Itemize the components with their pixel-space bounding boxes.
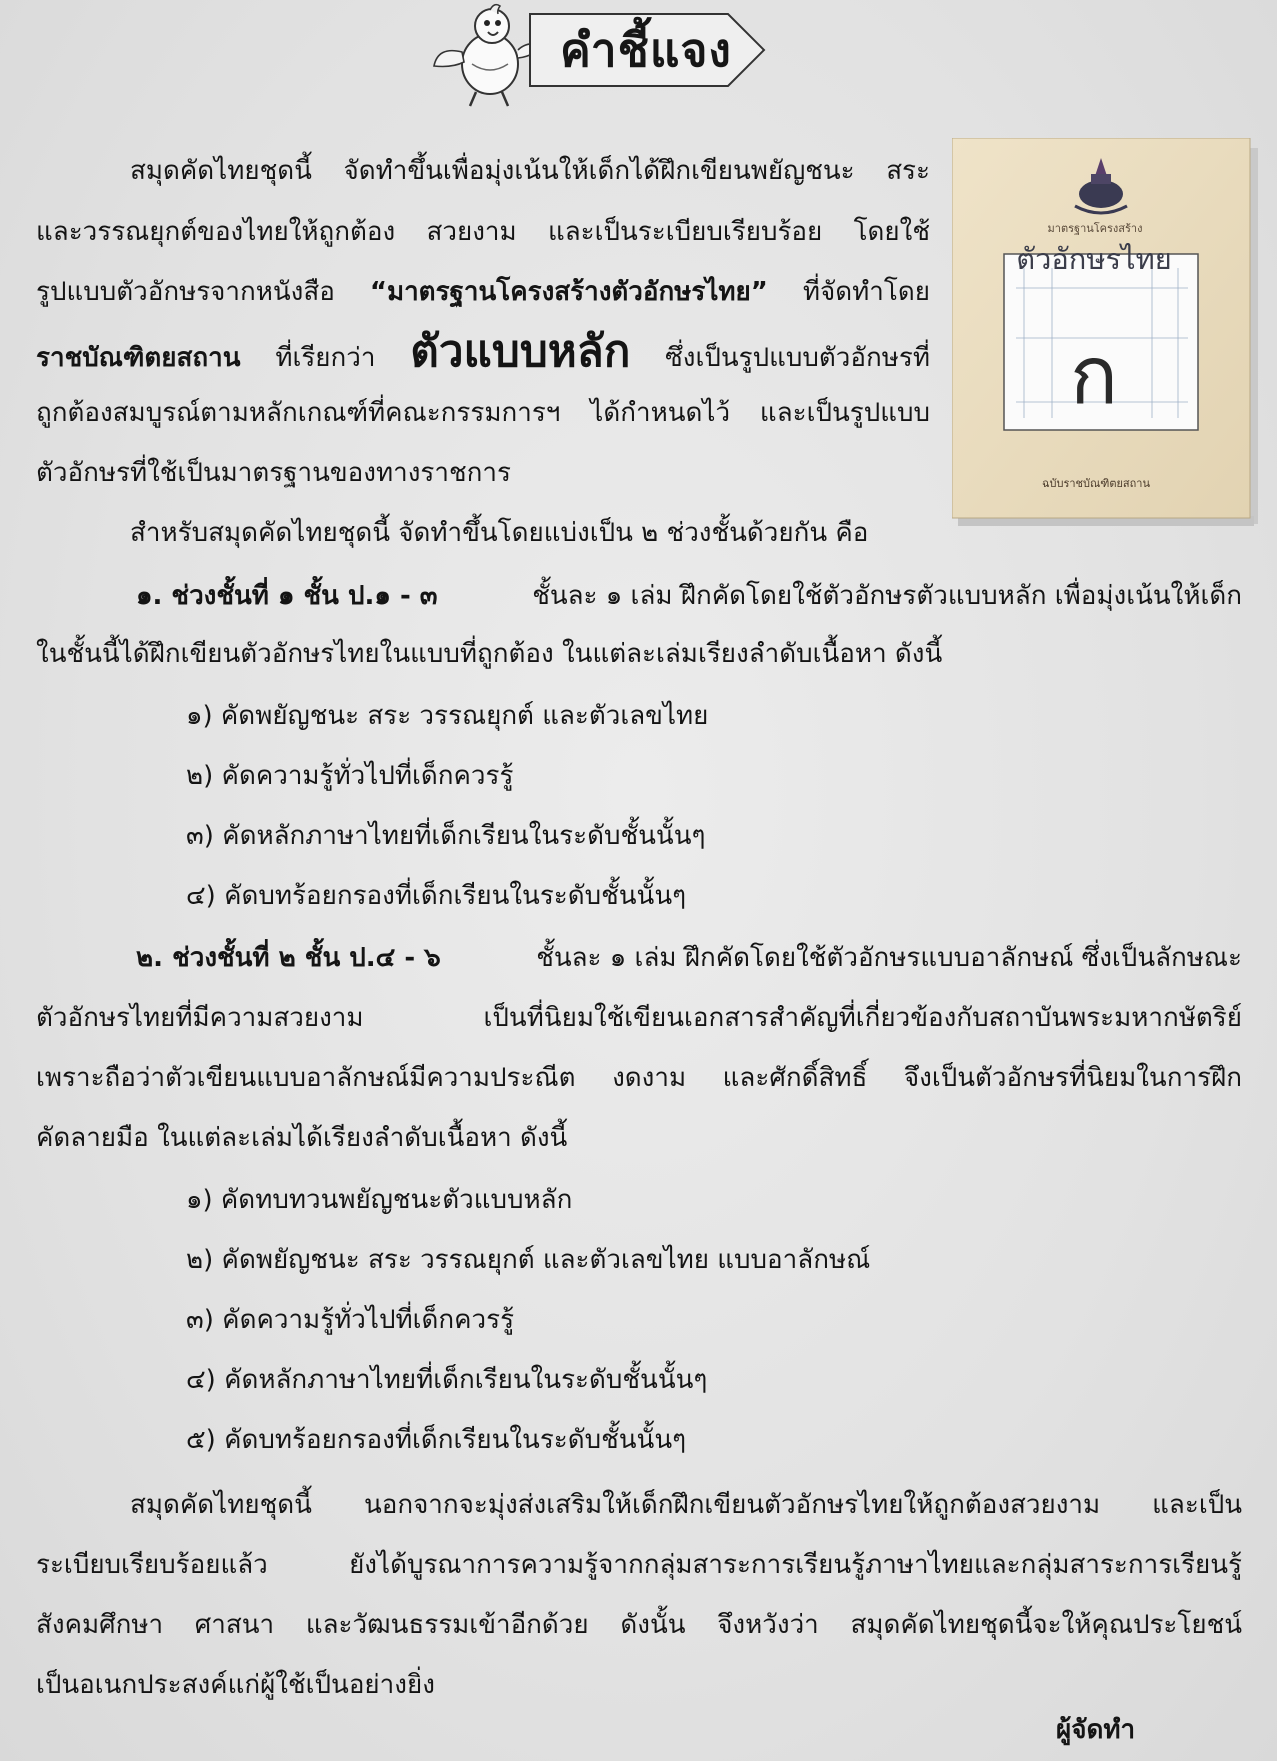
closing-line-1: สมุดคัดไทยชุดนี้ นอกจากจะมุ่งส่งเสริมให้เด็กฝึกเขียนตัวอักษรไทยให้ถูกต้องสวยงาม และเป็น: [130, 1490, 1242, 1520]
book-title: ตัวอักษรไทย: [1016, 242, 1172, 276]
intro-line-6: ตัวอักษรที่ใช้เป็นมาตรฐานของทางราชการ: [36, 458, 511, 488]
intro-text: ที่เรียกว่า: [275, 343, 376, 373]
section2-item-1: ๑) คัดทบทวนพยัญชนะตัวแบบหลัก: [186, 1185, 573, 1215]
section2-item-5: ๕) คัดบทร้อยกรองที่เด็กเรียนในระดับชั้นนั้นๆ: [186, 1425, 687, 1455]
book-subtitle: มาตรฐานโครงสร้าง: [1047, 222, 1143, 235]
section1-line-1: [136, 576, 1242, 616]
emphasis-term: ตัวแบบหลัก: [410, 326, 631, 377]
book-letter: ก: [1069, 329, 1119, 422]
book-publisher: ฉบับราชบัณฑิตยสถาน: [1042, 477, 1150, 490]
section1-line-2: ในชั้นนี้ได้ฝึกเขียนตัวอักษรไทยในแบบที่ถูกต้อง ในแต่ละเล่มเรียงลำดับเนื้อหา ดังนี้: [36, 639, 943, 669]
intro-line-3: [36, 272, 930, 312]
intro-text: ที่จัดทำโดย: [802, 277, 930, 307]
section1-item-4: ๔) คัดบทร้อยกรองที่เด็กเรียนในระดับชั้นนั้นๆ: [186, 881, 687, 911]
intro-line-7: สำหรับสมุดคัดไทยชุดนี้ จัดทำขึ้นโดยแบ่งเป็น ๒ ช่วงชั้นด้วยกัน คือ: [130, 518, 869, 548]
book-reference: “มาตรฐานโครงสร้างตัวอักษรไทย”: [369, 277, 768, 307]
section2-text: ชั้นละ ๑ เล่ม ฝึกคัดโดยใช้ตัวอักษรแบบอาลักษณ์ ซึ่งเป็นลักษณะ: [536, 943, 1242, 973]
section2-item-3: ๓) คัดความรู้ทั่วไปที่เด็กควรรู้: [186, 1305, 515, 1335]
section1-heading: ๑. ช่วงชั้นที่ ๑ ชั้น ป.๑ - ๓: [136, 581, 438, 611]
intro-line-1: สมุดคัดไทยชุดนี้ จัดทำขึ้นเพื่อมุ่งเน้นให้เด็กได้ฝึกเขียนพยัญชนะ สระ: [130, 156, 930, 186]
section2-line-2: ตัวอักษรไทยที่มีความสวยงาม เป็นที่นิยมใช้เขียนเอกสารสำคัญที่เกี่ยวข้องกับสถาบันพระมหากษัตริย์: [36, 1003, 1242, 1033]
institution-name: ราชบัณฑิตยสถาน: [36, 343, 241, 373]
closing-line-4: เป็นอเนกประสงค์แก่ผู้ใช้เป็นอย่างยิ่ง: [36, 1670, 435, 1700]
section2-line-4: คัดลายมือ ในแต่ละเล่มได้เรียงลำดับเนื้อหา ดังนี้: [36, 1123, 568, 1153]
section1-item-2: ๒) คัดความรู้ทั่วไปที่เด็กควรรู้: [186, 761, 514, 791]
intro-line-5: ถูกต้องสมบูรณ์ตามหลักเกณฑ์ที่คณะกรรมการฯ ได้กำหนดไว้ และเป็นรูปแบบ: [36, 398, 930, 428]
section1-item-3: ๓) คัดหลักภาษาไทยที่เด็กเรียนในระดับชั้นนั้นๆ: [186, 821, 706, 851]
page-title: คำชี้แจง: [560, 23, 732, 77]
intro-line-4: [36, 326, 930, 378]
closing-line-2: ระเบียบเรียบร้อยแล้ว ยังได้บูรณาการความรู้จากกลุ่มสาระการเรียนรู้ภาษาไทยและกลุ่มสาระการเรียนรู้: [36, 1550, 1242, 1580]
section1-item-1: ๑) คัดพยัญชนะ สระ วรรณยุกต์ และตัวเลขไทย: [186, 701, 709, 731]
intro-text: ซึ่งเป็นรูปแบบตัวอักษรที่: [665, 343, 930, 373]
signature: ผู้จัดทำ: [1056, 1715, 1136, 1745]
section2-item-4: ๔) คัดหลักภาษาไทยที่เด็กเรียนในระดับชั้นนั้นๆ: [186, 1365, 708, 1395]
closing-line-3: สังคมศึกษา ศาสนา และวัฒนธรรมเข้าอีกด้วย ดังนั้น จึงหวังว่า สมุดคัดไทยชุดนี้จะให้คุณประโยชน์: [36, 1610, 1242, 1640]
intro-text: รูปแบบตัวอักษรจากหนังสือ: [36, 277, 335, 307]
section2-heading: ๒. ช่วงชั้นที่ ๒ ชั้น ป.๔ - ๖: [136, 943, 441, 973]
section2-item-2: ๒) คัดพยัญชนะ สระ วรรณยุกต์ และตัวเลขไทย แบบอาลักษณ์: [186, 1245, 871, 1275]
section2-line-3: เพราะถือว่าตัวเขียนแบบอาลักษณ์มีความประณีต งดงาม และศักดิ์สิทธิ์ จึงเป็นตัวอักษรที่นิยมในการฝึก: [36, 1063, 1242, 1093]
intro-line-2: และวรรณยุกต์ของไทยให้ถูกต้อง สวยงาม และเป็นระเบียบเรียบร้อย โดยใช้: [36, 217, 930, 247]
section2-line-1: [136, 938, 1242, 978]
section1-text: ชั้นละ ๑ เล่ม ฝึกคัดโดยใช้ตัวอักษรตัวแบบหลัก เพื่อมุ่งเน้นให้เด็ก: [532, 581, 1242, 611]
